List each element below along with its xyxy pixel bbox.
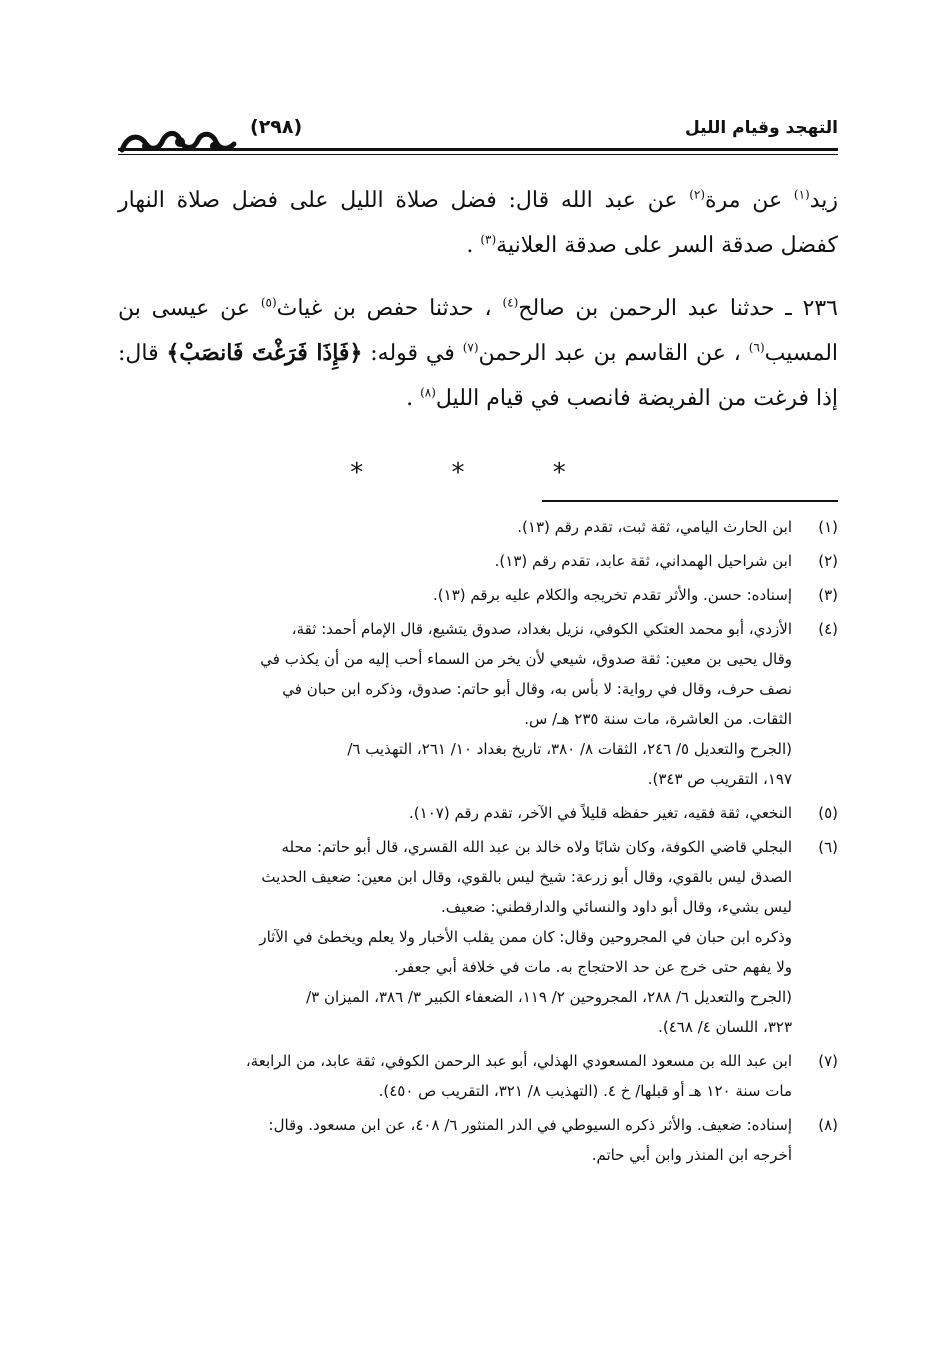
footnote-3 [118,580,838,610]
footnote-separator [542,500,838,502]
footnote-line: الصدق ليس بالقوي، وقال أبو زرعة: شيخ ليس بالقوي، وقال ابن معين: ضعيف الحديث [261,868,792,886]
footnote-line: ٣٢٣، اللسان ٤/ ٤٦٨). [658,1018,792,1036]
footnote-4 [118,614,838,794]
footnote-line: ليس بشيء، وقال أبو داود والنسائي والدارقطني: ضعيف. [440,898,792,916]
footnote-ref: (٣) [480,232,497,247]
footnote-line: وذكره ابن حبان في المجروحين وقال: كان ممن يقلب الأخبار ولا يعلم ويخطئ في الآثار [259,928,792,946]
footnote-ref: (٦) [748,340,765,355]
footnote-line: إسناده: حسن. والأثر تقدم تخريجه والكلام عليه برقم (١٣). [433,586,792,604]
footnote-number: (٨) [818,1116,838,1134]
footnote-line: (الجرح والتعديل ٥/ ٢٤٦، الثقات ٨/ ٣٨٠، تاريخ بغداد ١٠/ ٢٦١، التهذيب ٦/ [347,740,792,758]
text-run: عن عيسى بن المسيب [118,296,839,366]
footnote-number: (٥) [818,804,838,822]
footnote-6 [118,832,838,1042]
header-rule-thick [118,148,838,151]
footnote-8 [118,1110,838,1170]
footnote-number: (١) [818,518,838,536]
text-run: ، عن القاسم بن عبد الرحمن [478,341,749,366]
main-text [118,178,838,421]
footnote-2 [118,546,838,576]
text-run: عن عبد الله قال: فضل صلاة الليل على فضل صلاة النهار كفضل صدقة السر على صدقة العلانية [118,188,838,258]
paragraph-1 [118,178,838,268]
footnote-line: وقال يحيى بن معين: ثقة صدوق، شيعي لأن يخر من السماء أحب إليه من أن يكذب في [260,650,792,668]
page-header [118,110,838,160]
text-run: ، حدثنا حفص بن غياث [276,296,503,321]
footnote-line: ابن الحارث اليامي، ثقة ثبت، تقدم رقم (١٣). [517,518,792,536]
footnote-line: الثقات. من العاشرة، مات سنة ٢٣٥ هـ/ س. [524,710,792,728]
footnote-ref: (٥) [260,295,277,310]
header-rule-thin [118,154,838,155]
footnote-number: (٢) [818,552,838,570]
footnote-line: (الجرح والتعديل ٦/ ٢٨٨، المجروحين ٢/ ١١٩، الضعفاء الكبير ٣/ ٣٨٦، الميزان ٣/ [306,988,792,1006]
book-title: التهجد وقيام الليل [684,118,838,138]
footnote-number: (٧) [818,1052,838,1070]
text-run: عن مرة [705,188,794,213]
footnote-number: (٤) [818,620,838,638]
page-number: (٢٩٨) [250,116,303,138]
footnote-line: الأزدي، أبو محمد العتكي الكوفي، نزيل بغداد، صدوق يتشيع، قال الإمام أحمد: ثقة، [291,620,792,638]
paragraph-236 [118,286,838,421]
footnotes [118,512,838,1174]
footnote-ref: (٧) [462,340,479,355]
footnote-line: ١٩٧، التقريب ص ٣٤٣). [647,770,792,788]
text-run: . [406,386,421,411]
text-run: قال: إذا فرغت من الفريضة فانصب في قيام الليل [118,341,838,411]
footnote-number: (٣) [818,586,838,604]
section-separator: * * * [350,458,606,488]
footnote-line: ابن عبد الله بن مسعود المسعودي الهذلي، أبو عبد الرحمن الكوفي، ثقة عابد، من الرابعة، [245,1052,792,1070]
footnote-line: إسناده: ضعيف. والأثر ذكره السيوطي في الدر المنثور ٦/ ٤٠٨، عن ابن مسعود. وقال: [268,1116,792,1134]
footnote-1 [118,512,838,542]
footnote-7 [118,1046,838,1106]
footnote-line: أخرجه ابن المنذر وابن أبي حاتم. [591,1146,792,1164]
footnote-ref: (٨) [420,385,436,400]
quran-verse: ﴿فَإِذَا فَرَغْتَ فَانصَبْ﴾ [166,340,363,366]
footnote-line: ولا يفهم حتى خرج عن حد الاحتجاج به. مات في خلافة أبي جعفر. [394,958,792,976]
text-run: ٢٣٦ ـ حدثنا عبد الرحمن بن صالح [518,296,838,321]
footnote-line: النخعي، ثقة فقيه، تغير حفظه قليلاً في الآخر، تقدم رقم (١٠٧). [409,804,792,822]
footnote-5 [118,798,838,828]
text-run: . [466,233,481,258]
text-run: زيد [809,188,838,213]
footnote-line: مات سنة ١٢٠ هـ أو قبلها/ خ ٤. (التهذيب ٨/ ٣٢١، التقريب ص ٤٥٠). [378,1082,792,1100]
footnote-ref: (١) [793,187,810,202]
text-run: في قوله: [362,341,463,366]
footnote-line: نصف حرف، وقال في رواية: لا بأس به، وقال أبو حاتم: صدوق، وذكره ابن حبان في [282,680,792,698]
footnote-line: البجلي قاضي الكوفة، وكان شابًا ولاه خالد بن عبد الله القسري، قال أبو حاتم: محله [281,838,792,856]
footnote-ref: (٢) [689,187,706,202]
footnote-line: ابن شراحيل الهمداني، ثقة عابد، تقدم رقم (١٣). [494,552,792,570]
footnote-ref: (٤) [502,295,519,310]
footnote-number: (٦) [818,838,838,856]
